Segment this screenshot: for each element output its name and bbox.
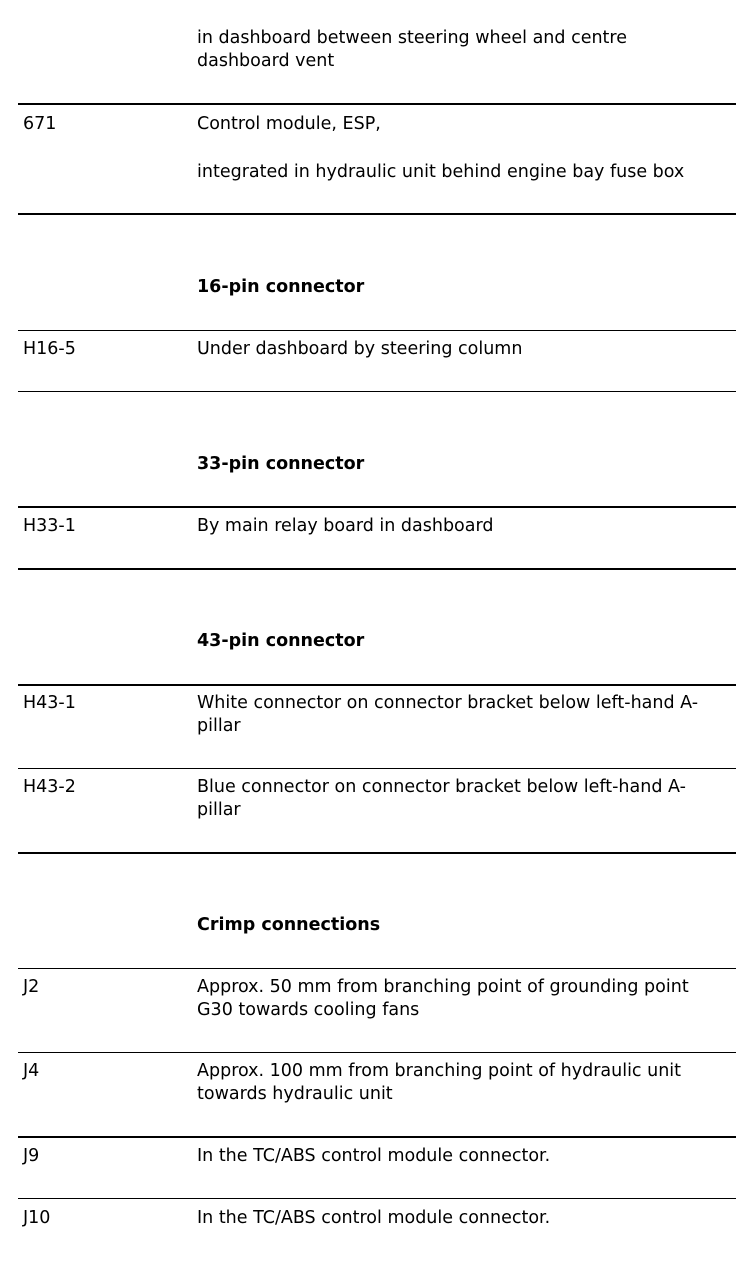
- table-divider: [18, 1052, 736, 1053]
- table-divider: [18, 684, 736, 686]
- section-heading: 43-pin connector: [197, 631, 365, 651]
- component-location: Blue connector on connector bracket below left-hand A-: [197, 777, 686, 797]
- component-description: Control module, ESP,: [197, 114, 381, 134]
- table-divider: [18, 768, 736, 769]
- section-heading: Crimp connections: [197, 915, 381, 935]
- component-location: By main relay board in dashboard: [197, 516, 494, 536]
- table-divider: [18, 506, 736, 508]
- section-heading: 16-pin connector: [197, 277, 365, 297]
- component-location: Under dashboard by steering column: [197, 339, 523, 359]
- component-location: Approx. 50 mm from branching point of grounding point: [197, 977, 689, 997]
- component-code: H43-1: [23, 693, 76, 713]
- component-code: 671: [23, 114, 57, 134]
- component-location: integrated in hydraulic unit behind engine bay fuse box: [197, 162, 685, 182]
- component-code: H16-5: [23, 339, 76, 359]
- component-location: In the TC/ABS control module connector.: [197, 1208, 551, 1228]
- table-divider: [18, 391, 736, 392]
- table-divider: [18, 1136, 736, 1138]
- component-code: H33-1: [23, 516, 76, 536]
- component-location: G30 towards cooling fans: [197, 1000, 420, 1020]
- table-divider: [18, 103, 736, 105]
- table-divider: [18, 213, 736, 215]
- location-text: dashboard vent: [197, 51, 335, 71]
- table-divider: [18, 852, 736, 854]
- table-divider: [18, 330, 736, 331]
- location-text: in dashboard between steering wheel and centre: [197, 28, 627, 48]
- component-location: towards hydraulic unit: [197, 1084, 393, 1104]
- component-location: pillar: [197, 800, 241, 820]
- section-heading: 33-pin connector: [197, 454, 365, 474]
- component-code: J9: [23, 1146, 40, 1166]
- component-location: White connector on connector bracket below left-hand A-: [197, 693, 699, 713]
- component-code: H43-2: [23, 777, 76, 797]
- table-divider: [18, 968, 736, 969]
- component-location: pillar: [197, 716, 241, 736]
- component-location: In the TC/ABS control module connector.: [197, 1146, 551, 1166]
- table-divider: [18, 1198, 736, 1199]
- component-code: J4: [23, 1061, 40, 1081]
- component-code: J10: [23, 1208, 51, 1228]
- component-location: Approx. 100 mm from branching point of hydraulic unit: [197, 1061, 682, 1081]
- table-divider: [18, 568, 736, 570]
- component-code: J2: [23, 977, 40, 997]
